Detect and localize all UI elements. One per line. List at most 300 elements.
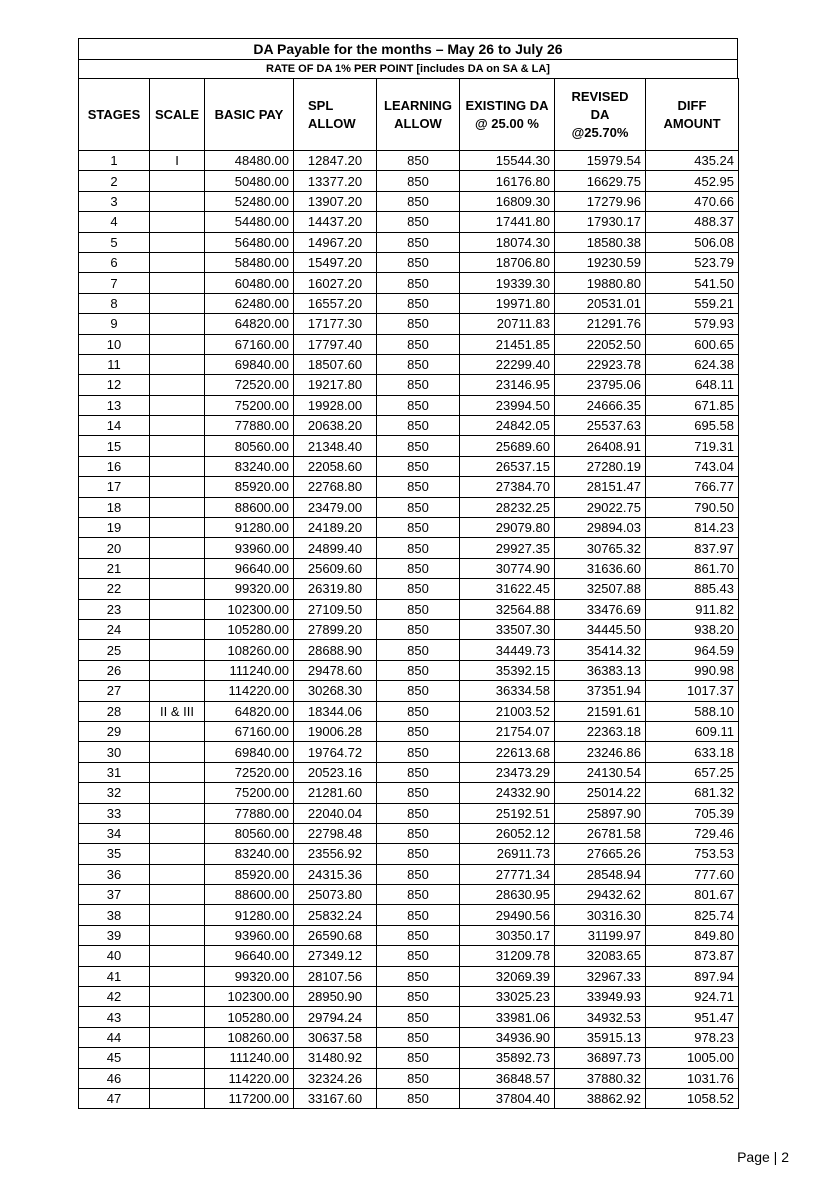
cell-scale [150, 925, 205, 945]
cell-basic-pay: 64820.00 [205, 314, 294, 334]
cell-stage: 25 [79, 640, 150, 660]
cell-spl-allow: 32324.26 [294, 1068, 377, 1088]
cell-existing-da: 31622.45 [460, 579, 555, 599]
cell-basic-pay: 91280.00 [205, 518, 294, 538]
cell-stage: 14 [79, 416, 150, 436]
table-row [79, 1088, 739, 1108]
cell-diff-amount: 825.74 [646, 905, 739, 925]
cell-existing-da: 33507.30 [460, 619, 555, 639]
cell-revised-da: 27665.26 [555, 844, 646, 864]
cell-revised-da: 34445.50 [555, 619, 646, 639]
cell-learning-allow: 850 [377, 252, 460, 272]
cell-diff-amount: 951.47 [646, 1007, 739, 1027]
cell-diff-amount: 579.93 [646, 314, 739, 334]
cell-basic-pay: 96640.00 [205, 558, 294, 578]
cell-existing-da: 25689.60 [460, 436, 555, 456]
cell-spl-allow: 26319.80 [294, 579, 377, 599]
header-scale: SCALE [150, 79, 205, 151]
cell-existing-da: 33981.06 [460, 1007, 555, 1027]
table-row [79, 151, 739, 171]
da-table [78, 78, 739, 1109]
table-row [79, 987, 739, 1007]
cell-learning-allow: 850 [377, 823, 460, 843]
cell-stage: 45 [79, 1048, 150, 1068]
cell-stage: 24 [79, 619, 150, 639]
cell-existing-da: 29927.35 [460, 538, 555, 558]
cell-existing-da: 32069.39 [460, 966, 555, 986]
cell-spl-allow: 30268.30 [294, 681, 377, 701]
cell-diff-amount: 777.60 [646, 864, 739, 884]
cell-learning-allow: 850 [377, 946, 460, 966]
cell-stage: 23 [79, 599, 150, 619]
cell-revised-da: 31199.97 [555, 925, 646, 945]
cell-basic-pay: 54480.00 [205, 212, 294, 232]
cell-scale [150, 823, 205, 843]
cell-scale [150, 314, 205, 334]
cell-stage: 6 [79, 252, 150, 272]
cell-diff-amount: 885.43 [646, 579, 739, 599]
cell-scale [150, 803, 205, 823]
cell-spl-allow: 28688.90 [294, 640, 377, 660]
cell-spl-allow: 27349.12 [294, 946, 377, 966]
table-row [79, 334, 739, 354]
cell-scale [150, 905, 205, 925]
title-box [78, 38, 738, 78]
cell-stage: 29 [79, 721, 150, 741]
table-row [79, 354, 739, 374]
table-row [79, 416, 739, 436]
cell-learning-allow: 850 [377, 1048, 460, 1068]
table-row [79, 579, 739, 599]
cell-spl-allow: 22058.60 [294, 456, 377, 476]
cell-spl-allow: 23556.92 [294, 844, 377, 864]
cell-basic-pay: 114220.00 [205, 681, 294, 701]
cell-existing-da: 18706.80 [460, 252, 555, 272]
cell-diff-amount: 470.66 [646, 191, 739, 211]
cell-revised-da: 23246.86 [555, 742, 646, 762]
cell-scale [150, 844, 205, 864]
cell-revised-da: 26781.58 [555, 823, 646, 843]
cell-revised-da: 17930.17 [555, 212, 646, 232]
cell-existing-da: 20711.83 [460, 314, 555, 334]
cell-stage: 2 [79, 171, 150, 191]
cell-scale [150, 497, 205, 517]
table-row [79, 925, 739, 945]
cell-spl-allow: 22040.04 [294, 803, 377, 823]
table-row [79, 885, 739, 905]
cell-learning-allow: 850 [377, 273, 460, 293]
cell-basic-pay: 56480.00 [205, 232, 294, 252]
cell-existing-da: 35392.15 [460, 660, 555, 680]
cell-learning-allow: 850 [377, 1007, 460, 1027]
cell-diff-amount: 873.87 [646, 946, 739, 966]
cell-diff-amount: 488.37 [646, 212, 739, 232]
header-diff-amount: DIFF AMOUNT [646, 79, 739, 151]
cell-stage: 13 [79, 395, 150, 415]
cell-scale [150, 681, 205, 701]
table-row [79, 701, 739, 721]
cell-basic-pay: 99320.00 [205, 579, 294, 599]
cell-stage: 31 [79, 762, 150, 782]
cell-scale [150, 354, 205, 374]
header-revised-da: REVISED DA @25.70% [555, 79, 646, 151]
cell-basic-pay: 50480.00 [205, 171, 294, 191]
cell-learning-allow: 850 [377, 762, 460, 782]
cell-stage: 43 [79, 1007, 150, 1027]
cell-stage: 21 [79, 558, 150, 578]
table-row [79, 477, 739, 497]
cell-diff-amount: 801.67 [646, 885, 739, 905]
cell-learning-allow: 850 [377, 538, 460, 558]
cell-diff-amount: 695.58 [646, 416, 739, 436]
cell-stage: 34 [79, 823, 150, 843]
cell-scale [150, 966, 205, 986]
cell-scale [150, 395, 205, 415]
cell-diff-amount: 705.39 [646, 803, 739, 823]
table-row [79, 191, 739, 211]
cell-existing-da: 31209.78 [460, 946, 555, 966]
cell-revised-da: 30765.32 [555, 538, 646, 558]
cell-spl-allow: 19928.00 [294, 395, 377, 415]
cell-scale [150, 640, 205, 660]
cell-diff-amount: 657.25 [646, 762, 739, 782]
cell-existing-da: 34936.90 [460, 1027, 555, 1047]
cell-stage: 15 [79, 436, 150, 456]
cell-learning-allow: 850 [377, 1068, 460, 1088]
cell-revised-da: 19880.80 [555, 273, 646, 293]
table-row [79, 599, 739, 619]
cell-stage: 27 [79, 681, 150, 701]
cell-stage: 11 [79, 354, 150, 374]
table-row [79, 293, 739, 313]
table-row [79, 538, 739, 558]
cell-learning-allow: 850 [377, 212, 460, 232]
cell-existing-da: 17441.80 [460, 212, 555, 232]
cell-spl-allow: 19006.28 [294, 721, 377, 741]
cell-revised-da: 21291.76 [555, 314, 646, 334]
header-learning-allow: LEARNING ALLOW [377, 79, 460, 151]
cell-stage: 38 [79, 905, 150, 925]
cell-revised-da: 22052.50 [555, 334, 646, 354]
cell-stage: 19 [79, 518, 150, 538]
cell-basic-pay: 111240.00 [205, 660, 294, 680]
cell-revised-da: 35414.32 [555, 640, 646, 660]
cell-basic-pay: 77880.00 [205, 803, 294, 823]
cell-basic-pay: 69840.00 [205, 742, 294, 762]
cell-learning-allow: 850 [377, 783, 460, 803]
cell-spl-allow: 30637.58 [294, 1027, 377, 1047]
cell-stage: 46 [79, 1068, 150, 1088]
cell-scale [150, 762, 205, 782]
cell-scale [150, 721, 205, 741]
cell-stage: 36 [79, 864, 150, 884]
cell-revised-da: 37880.32 [555, 1068, 646, 1088]
table-body [79, 151, 739, 1109]
table-row [79, 905, 739, 925]
cell-revised-da: 23795.06 [555, 375, 646, 395]
cell-existing-da: 30350.17 [460, 925, 555, 945]
cell-stage: 42 [79, 987, 150, 1007]
cell-learning-allow: 850 [377, 905, 460, 925]
cell-diff-amount: 743.04 [646, 456, 739, 476]
cell-basic-pay: 99320.00 [205, 966, 294, 986]
cell-learning-allow: 850 [377, 497, 460, 517]
cell-scale: I [150, 151, 205, 171]
cell-stage: 16 [79, 456, 150, 476]
cell-learning-allow: 850 [377, 742, 460, 762]
cell-scale: II & III [150, 701, 205, 721]
cell-basic-pay: 75200.00 [205, 783, 294, 803]
header-row [79, 79, 739, 151]
cell-existing-da: 36848.57 [460, 1068, 555, 1088]
table-row [79, 966, 739, 986]
cell-learning-allow: 850 [377, 456, 460, 476]
cell-learning-allow: 850 [377, 660, 460, 680]
cell-scale [150, 946, 205, 966]
cell-scale [150, 477, 205, 497]
cell-existing-da: 23146.95 [460, 375, 555, 395]
cell-stage: 9 [79, 314, 150, 334]
cell-basic-pay: 91280.00 [205, 905, 294, 925]
cell-stage: 1 [79, 151, 150, 171]
cell-spl-allow: 27899.20 [294, 619, 377, 639]
cell-learning-allow: 850 [377, 334, 460, 354]
cell-spl-allow: 28107.56 [294, 966, 377, 986]
cell-basic-pay: 105280.00 [205, 1007, 294, 1027]
cell-learning-allow: 850 [377, 354, 460, 374]
cell-scale [150, 456, 205, 476]
cell-revised-da: 25897.90 [555, 803, 646, 823]
cell-stage: 33 [79, 803, 150, 823]
cell-learning-allow: 850 [377, 599, 460, 619]
cell-existing-da: 21003.52 [460, 701, 555, 721]
table-row [79, 314, 739, 334]
cell-spl-allow: 17797.40 [294, 334, 377, 354]
cell-spl-allow: 19764.72 [294, 742, 377, 762]
cell-revised-da: 27280.19 [555, 456, 646, 476]
cell-scale [150, 416, 205, 436]
cell-diff-amount: 600.65 [646, 334, 739, 354]
cell-basic-pay: 108260.00 [205, 640, 294, 660]
cell-stage: 30 [79, 742, 150, 762]
cell-revised-da: 29022.75 [555, 497, 646, 517]
table-row [79, 1007, 739, 1027]
cell-scale [150, 579, 205, 599]
cell-diff-amount: 978.23 [646, 1027, 739, 1047]
cell-learning-allow: 850 [377, 925, 460, 945]
cell-diff-amount: 541.50 [646, 273, 739, 293]
cell-stage: 32 [79, 783, 150, 803]
cell-spl-allow: 15497.20 [294, 252, 377, 272]
cell-diff-amount: 766.77 [646, 477, 739, 497]
cell-existing-da: 24842.05 [460, 416, 555, 436]
cell-diff-amount: 435.24 [646, 151, 739, 171]
cell-basic-pay: 67160.00 [205, 334, 294, 354]
cell-revised-da: 31636.60 [555, 558, 646, 578]
cell-learning-allow: 850 [377, 416, 460, 436]
cell-scale [150, 436, 205, 456]
cell-scale [150, 232, 205, 252]
cell-learning-allow: 850 [377, 1027, 460, 1047]
cell-stage: 5 [79, 232, 150, 252]
table-row [79, 660, 739, 680]
cell-existing-da: 19971.80 [460, 293, 555, 313]
cell-spl-allow: 19217.80 [294, 375, 377, 395]
cell-existing-da: 23473.29 [460, 762, 555, 782]
cell-diff-amount: 861.70 [646, 558, 739, 578]
cell-spl-allow: 24315.36 [294, 864, 377, 884]
cell-stage: 26 [79, 660, 150, 680]
table-row [79, 212, 739, 232]
table-row [79, 171, 739, 191]
cell-basic-pay: 108260.00 [205, 1027, 294, 1047]
cell-basic-pay: 85920.00 [205, 864, 294, 884]
cell-spl-allow: 24189.20 [294, 518, 377, 538]
table-row [79, 681, 739, 701]
cell-basic-pay: 102300.00 [205, 987, 294, 1007]
cell-basic-pay: 72520.00 [205, 375, 294, 395]
cell-spl-allow: 25073.80 [294, 885, 377, 905]
cell-existing-da: 21451.85 [460, 334, 555, 354]
cell-stage: 47 [79, 1088, 150, 1108]
cell-revised-da: 36383.13 [555, 660, 646, 680]
cell-revised-da: 17279.96 [555, 191, 646, 211]
cell-existing-da: 19339.30 [460, 273, 555, 293]
cell-revised-da: 16629.75 [555, 171, 646, 191]
cell-revised-da: 28548.94 [555, 864, 646, 884]
cell-learning-allow: 850 [377, 987, 460, 1007]
cell-scale [150, 252, 205, 272]
table-row [79, 783, 739, 803]
cell-diff-amount: 790.50 [646, 497, 739, 517]
cell-spl-allow: 27109.50 [294, 599, 377, 619]
cell-spl-allow: 25832.24 [294, 905, 377, 925]
cell-revised-da: 38862.92 [555, 1088, 646, 1108]
table-row [79, 252, 739, 272]
cell-stage: 4 [79, 212, 150, 232]
cell-scale [150, 599, 205, 619]
table-row [79, 1068, 739, 1088]
cell-learning-allow: 850 [377, 232, 460, 252]
cell-basic-pay: 80560.00 [205, 823, 294, 843]
cell-revised-da: 32967.33 [555, 966, 646, 986]
cell-scale [150, 1048, 205, 1068]
cell-basic-pay: 85920.00 [205, 477, 294, 497]
cell-diff-amount: 1031.76 [646, 1068, 739, 1088]
cell-revised-da: 26408.91 [555, 436, 646, 456]
table-row [79, 1027, 739, 1047]
cell-diff-amount: 681.32 [646, 783, 739, 803]
cell-basic-pay: 93960.00 [205, 538, 294, 558]
cell-basic-pay: 114220.00 [205, 1068, 294, 1088]
cell-revised-da: 33476.69 [555, 599, 646, 619]
cell-spl-allow: 12847.20 [294, 151, 377, 171]
cell-scale [150, 191, 205, 211]
cell-revised-da: 29432.62 [555, 885, 646, 905]
cell-spl-allow: 16027.20 [294, 273, 377, 293]
header-existing-da: EXISTING DA @ 25.00 % [460, 79, 555, 151]
cell-revised-da: 34932.53 [555, 1007, 646, 1027]
table-row [79, 395, 739, 415]
cell-stage: 12 [79, 375, 150, 395]
cell-basic-pay: 111240.00 [205, 1048, 294, 1068]
cell-learning-allow: 850 [377, 681, 460, 701]
cell-existing-da: 15544.30 [460, 151, 555, 171]
cell-spl-allow: 13377.20 [294, 171, 377, 191]
table-row [79, 803, 739, 823]
cell-spl-allow: 21348.40 [294, 436, 377, 456]
cell-scale [150, 783, 205, 803]
cell-revised-da: 22923.78 [555, 354, 646, 374]
cell-revised-da: 29894.03 [555, 518, 646, 538]
cell-revised-da: 22363.18 [555, 721, 646, 741]
cell-scale [150, 1027, 205, 1047]
cell-existing-da: 16176.80 [460, 171, 555, 191]
cell-revised-da: 15979.54 [555, 151, 646, 171]
cell-scale [150, 619, 205, 639]
cell-existing-da: 33025.23 [460, 987, 555, 1007]
cell-scale [150, 987, 205, 1007]
cell-stage: 20 [79, 538, 150, 558]
cell-basic-pay: 77880.00 [205, 416, 294, 436]
cell-existing-da: 37804.40 [460, 1088, 555, 1108]
page-number: Page | 2 [737, 1149, 789, 1165]
document-page [78, 38, 738, 1109]
cell-revised-da: 37351.94 [555, 681, 646, 701]
cell-spl-allow: 24899.40 [294, 538, 377, 558]
cell-scale [150, 1068, 205, 1088]
cell-spl-allow: 26590.68 [294, 925, 377, 945]
cell-revised-da: 25537.63 [555, 416, 646, 436]
cell-scale [150, 885, 205, 905]
cell-learning-allow: 850 [377, 518, 460, 538]
cell-revised-da: 32507.88 [555, 579, 646, 599]
cell-revised-da: 30316.30 [555, 905, 646, 925]
cell-scale [150, 171, 205, 191]
table-row [79, 497, 739, 517]
cell-scale [150, 1007, 205, 1027]
cell-existing-da: 24332.90 [460, 783, 555, 803]
cell-basic-pay: 96640.00 [205, 946, 294, 966]
cell-stage: 40 [79, 946, 150, 966]
cell-learning-allow: 850 [377, 477, 460, 497]
cell-scale [150, 518, 205, 538]
cell-learning-allow: 850 [377, 375, 460, 395]
cell-spl-allow: 18507.60 [294, 354, 377, 374]
cell-basic-pay: 88600.00 [205, 497, 294, 517]
cell-revised-da: 28151.47 [555, 477, 646, 497]
cell-scale [150, 538, 205, 558]
cell-existing-da: 29490.56 [460, 905, 555, 925]
cell-basic-pay: 60480.00 [205, 273, 294, 293]
cell-scale [150, 1088, 205, 1108]
cell-stage: 28 [79, 701, 150, 721]
cell-learning-allow: 850 [377, 640, 460, 660]
table-row [79, 844, 739, 864]
cell-learning-allow: 850 [377, 1088, 460, 1108]
cell-basic-pay: 88600.00 [205, 885, 294, 905]
cell-diff-amount: 837.97 [646, 538, 739, 558]
cell-revised-da: 19230.59 [555, 252, 646, 272]
cell-diff-amount: 911.82 [646, 599, 739, 619]
cell-basic-pay: 52480.00 [205, 191, 294, 211]
cell-revised-da: 33949.93 [555, 987, 646, 1007]
cell-spl-allow: 14437.20 [294, 212, 377, 232]
cell-existing-da: 26537.15 [460, 456, 555, 476]
cell-existing-da: 27384.70 [460, 477, 555, 497]
document-title: DA Payable for the months – May 26 to July 26 [79, 39, 737, 60]
cell-basic-pay: 48480.00 [205, 151, 294, 171]
